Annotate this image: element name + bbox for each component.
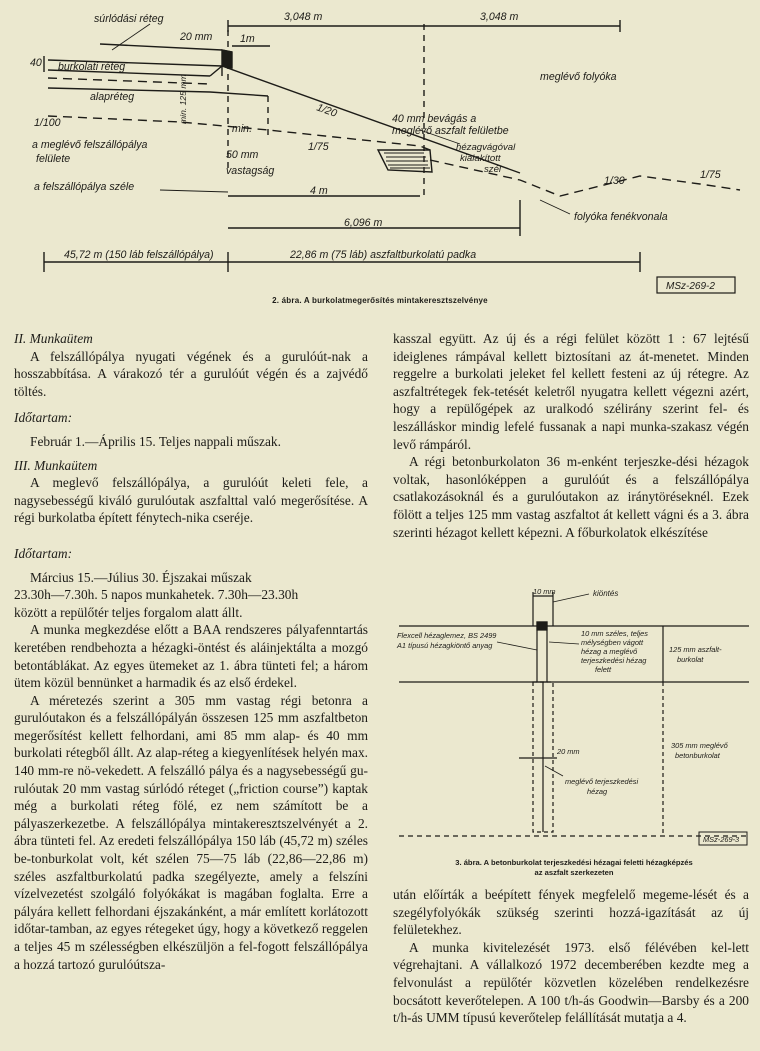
fig3-label-code: MSz-269-3 [703, 835, 740, 844]
label-hezag-3: szél [484, 164, 502, 175]
heading-iii: III. Munkaütem [14, 457, 98, 473]
label-3048-a: 3,048 m [284, 11, 323, 23]
paragraph: A munka megkezdése előtt a BAA rendszeres pályafenntartás keretében rendbehozta a hézagki-öntést és aláinjektálta a mozgó betontáblákat. Az egyes ütemeket az 1. ábra tünteti fel; a három ütem közül bennünket a harmadik és az első érdekel. [14, 622, 368, 691]
base-layer-line [48, 88, 268, 96]
label-min: min. [232, 123, 253, 135]
figure-3-joint-detail [393, 586, 755, 876]
paragraph: A régi betonburkolaton 36 m-enként terjeszke-dési hézagok voltak, hasonlóképpen a gurulóút és a felszállópálya csatlakozásoknál és a gurulóutakon az iránytöréseknél. Ezek fölött a teljes 125 mm vastag aszfaltot át kellett vágni és a 3. ábra szerinti hézagot kellett képezni. A főburkolatok elkészítése [393, 454, 749, 540]
figure-2-cross-section [0, 0, 760, 312]
paragraph-line: 23.30h—7.30h. 5 napos munkahetek. 7.30h—23.30h [14, 587, 299, 603]
fig3-label-20mm: 20 mm [557, 747, 580, 756]
label-6096: 6,096 m [344, 217, 383, 229]
heading-ii: II. Munkaütem [14, 331, 93, 346]
right-column-top [393, 330, 749, 541]
label-burkolati: burkolati réteg [58, 61, 126, 73]
fig3-label-vagott-5: felett [595, 665, 612, 674]
label-code: MSz-269-2 [666, 281, 715, 292]
label-1m: 1m [240, 33, 255, 45]
paragraph: kasszal együtt. Az új és a régi felület között 1 : 67 lejtésű ideiglenes rámpával kellett biztosítani az át-menetet. Minden reggelre a burkolati jeleket fel kellett festeni az új rétegre. Az aszfaltrétegek fek-tetését keletről nyugatra kellett végezni azért, hogy a repülőgépek az uralkodó szélirány szerint fel- és leszálláskor mindig lefelé fussanak a napi munka-szakasz végén levő rámpáról. [393, 331, 749, 452]
label-hezag-1: hézagvágóval [456, 142, 516, 153]
label-vastagsag: vastagság [226, 165, 275, 177]
label-bevagas-2: meglévő aszfalt felületbe [392, 125, 509, 137]
label-1-75-a: 1/75 [308, 141, 329, 153]
label-bevagas-1: 40 mm bevágás a [392, 113, 477, 125]
paragraph: A munka kivitelezését 1973. első félévében kel-lett végrehajtani. A vállalkozó 1972 decemberében kezdte meg a felvonulást a repülőtér közvetlen közelében rendelkezésre bocsátott keverőtelepen. A 100 t/h-ás Goodwin—Barsby és a 200 t/h-ás UMM típusú keverőtelep felállítását mutatja a 4. [393, 939, 749, 1026]
label-3048-b: 3,048 m [480, 11, 519, 23]
fig3-label-vagott-3: hézag a meglévő [581, 647, 638, 656]
left-column [14, 330, 368, 973]
label-4m: 4 m [310, 185, 328, 197]
label-40: 40 [30, 57, 42, 69]
label-surlodasi: súrlódási réteg [94, 13, 164, 25]
paragraph: A méretezés szerint a 305 mm vastag régi betonra a gurulóutakon és a felszállópályán összesen 125 mm aszfaltbeton megerősítést kellett felhordani, ami 85 mm alap- és 40 mm burkolati rétegből állt. Az alap-réteg a kiegyenlítések helyén max. 140 mm-re nö-vekedett. A felszálló pálya és a nagysebességű gu-rulóutak 20 mm vastag súrlódó réteget („friction course”) kaptak még a burkolati réteg fölé, ez nem számított be a pályaszerkezetbe. A felszállópálya mintakeresztszelvényét a 2. ábra tünteti fel. Az eredeti felszállópálya 150 láb (45,72 m) széles be-tonburkolat volt, két szélen 75—75 láb (22,86—22,86 m) széles aszfaltburkolatú padka szegélyezte, amely a felszíni vízelvezetést szolgáló folyókákat is magában foglalta. Erre a pályára kellett felhordani éjszakánként, a már említett korlátozott időtar-tamban, az egyes rétegeket úgy, hogy a következő reggelen a teljes 45 m szélességben elkészüljön a fel-fogott felszállópálya a hozzá tartozó gurulóútsza- [14, 692, 368, 972]
right-column-bottom [393, 886, 749, 1027]
fig3-label-vagott-1: 10 mm széles, teljes [581, 629, 648, 638]
fig3-label-vagott-4: terjeszkedési hézag [581, 656, 647, 665]
fig3-label-flexcell-1: Flexcell hézaglemez, BS 2499 [397, 631, 497, 640]
label-1-20: 1/20 [314, 101, 339, 120]
figure-3-caption-line-2: az aszfalt szerkezeten [534, 868, 614, 877]
figure-3-caption-line-1: 3. ábra. A betonburkolat terjeszkedési hézagai feletti hézagképzés [455, 858, 693, 867]
paragraph: A felszállópálya nyugati végének és a gurulóút-nak a hosszabbítása. A várakozó tér a gurulóút végén és a zajvédő töltés. [14, 348, 368, 399]
label-4572: 45,72 m (150 láb felszállópálya) [64, 249, 214, 261]
figure-3-caption [393, 858, 755, 878]
label-min125: min. 125 mm [178, 74, 188, 124]
fig3-label-kiontes: kiöntés [593, 589, 619, 598]
heading-idotartam-1: Időtartam: [14, 410, 73, 426]
fig3-label-flexcell-2: A1 típusú hézagkiöntő anyag [397, 641, 493, 650]
label-1-75-b: 1/75 [700, 169, 721, 181]
label-1-100: 1/100 [34, 117, 61, 129]
label-50mm: 50 mm [226, 149, 259, 161]
paragraph: Február 1.—Április 15. Teljes nappali műszak. [30, 433, 281, 449]
figure-2-caption: 2. ábra. A burkolatmegerősítés mintakeresztszelvénye [272, 296, 488, 305]
paragraph-line: között a repülőtér teljes forgalom alatt állt. [14, 604, 243, 620]
fig3-label-beton-1: 305 mm meglévő [671, 741, 728, 750]
label-2286: 22,86 m (75 láb) aszfaltburkolatú padka [290, 249, 477, 261]
label-1-30: 1/30 [604, 175, 625, 187]
fig3-label-vagott-2: mélységben vágott [581, 638, 644, 647]
label-meglevo-felszallo-1: a meglévő felszállópálya [32, 139, 148, 151]
paragraph: után előírták a beépített fények megfelelő megeme-lését és a szegélyfolyókák szükség szerinti hozzá-igazítását az új felületekhez. [393, 887, 749, 938]
fig3-label-10mm: 10 mm [533, 587, 556, 596]
label-szele: a felszállópálya széle [34, 181, 135, 193]
label-20mm: 20 mm [180, 31, 213, 43]
paragraph: A meglevő felszállópálya, a gurulóút keleti fele, a nagysebességű kiváló gurulóutak aszfalttal való megerősítése. A régi burkolatba épített fénytech-nika cseréje. [14, 475, 368, 526]
fig3-label-meglevo-1: meglévő terjeszkedési [565, 777, 639, 786]
paragraph: Március 15.—Július 30. Éjszakai műszak [30, 569, 252, 585]
label-meglevo-folyoka: meglévő folyóka [540, 71, 617, 83]
label-alapreteg: alapréteg [90, 91, 135, 103]
fig3-label-asz-1: 125 mm aszfalt- [669, 645, 722, 654]
fig3-label-meglevo-2: hézag [587, 787, 608, 796]
label-meglevo-felszallo-2: felülete [36, 153, 71, 165]
heading-idotartam-2: Időtartam: [14, 545, 73, 561]
fig3-label-asz-2: burkolat [677, 655, 704, 664]
fig3-label-beton-2: betonburkolat [675, 751, 720, 760]
label-hezag-2: kialakított [460, 153, 501, 164]
label-fenekvonal: folyóka fenékvonala [574, 211, 668, 223]
